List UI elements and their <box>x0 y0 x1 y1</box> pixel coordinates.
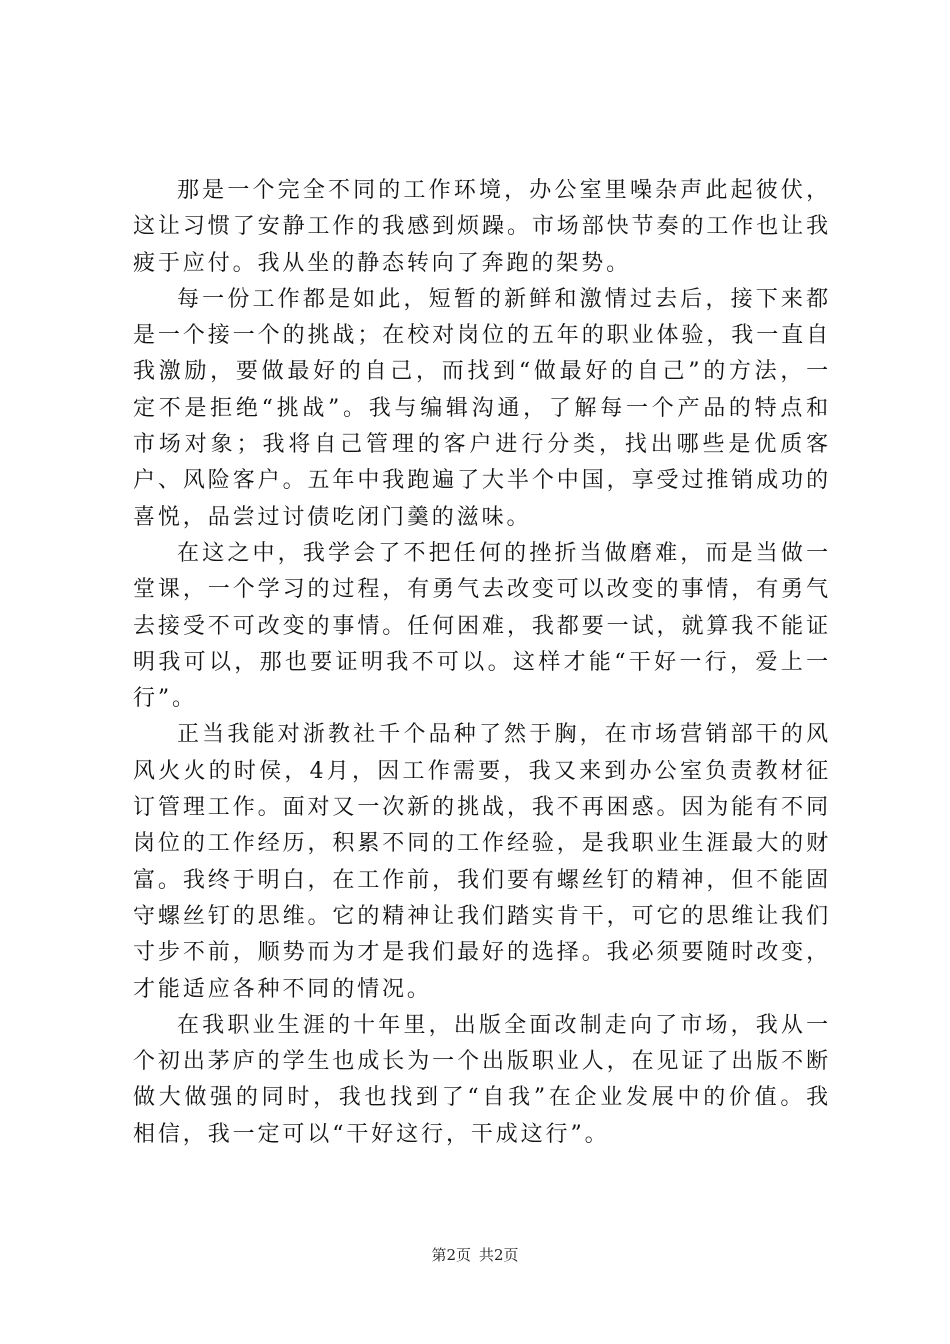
paragraph: 那是一个完全不同的工作环境，办公室里噪杂声此起彼伏，这让习惯了安静工作的我感到烦躁。市场部快节奏的工作也让我疲于应付。我从坐的静态转向了奔跑的架势。 <box>133 178 831 276</box>
page-footer <box>0 1243 950 1267</box>
page-total: 共2页 <box>479 1246 519 1264</box>
paragraph: 在这之中，我学会了不把任何的挫折当做磨难，而是当做一堂课，一个学习的过程，有勇气去改变可以改变的事情，有勇气去接受不可改变的事情。任何困难，我都要一试，就算我不能证明我可以，那也要证明我不可以。这样才能“干好一行，爱上一行”。 <box>133 540 831 712</box>
paragraph: 每一份工作都是如此，短暂的新鲜和激情过去后，接下来都是一个接一个的挑战；在校对岗位的五年的职业体验，我一直自我激励，要做最好的自己，而找到“做最好的自己”的方法，一定不是拒绝“挑战”。我与编辑沟通，了解每一个产品的特点和市场对象；我将自己管理的客户进行分类，找出哪些是优质客户、风险客户。五年中我跑遍了大半个中国，享受过推销成功的喜悦，品尝过讨债吃闭门羹的滋味。 <box>133 286 831 530</box>
page-number: 第2页 <box>431 1246 471 1264</box>
paragraph: 正当我能对浙教社千个品种了然于胸，在市场营销部干的风风火火的时侯，4月，因工作需要，我又来到办公室负责教材征订管理工作。面对又一次新的挑战，我不再困惑。因为能有不同岗位的工作经历，积累不同的工作经验，是我职业生涯最大的财富。我终于明白，在工作前，我们要有螺丝钉的精神，但不能固守螺丝钉的思维。它的精神让我们踏实肯干，可它的思维让我们寸步不前，顺势而为才是我们最好的选择。我必须要随时改变，才能适应各种不同的情况。 <box>133 722 831 1002</box>
paragraph: 在我职业生涯的十年里，出版全面改制走向了市场，我从一个初出茅庐的学生也成长为一个出版职业人，在见证了出版不断做大做强的同时，我也找到了“自我”在企业发展中的价值。我相信，我一定可以“干好这行，干成这行”。 <box>133 1012 831 1147</box>
document-body <box>133 173 831 1153</box>
